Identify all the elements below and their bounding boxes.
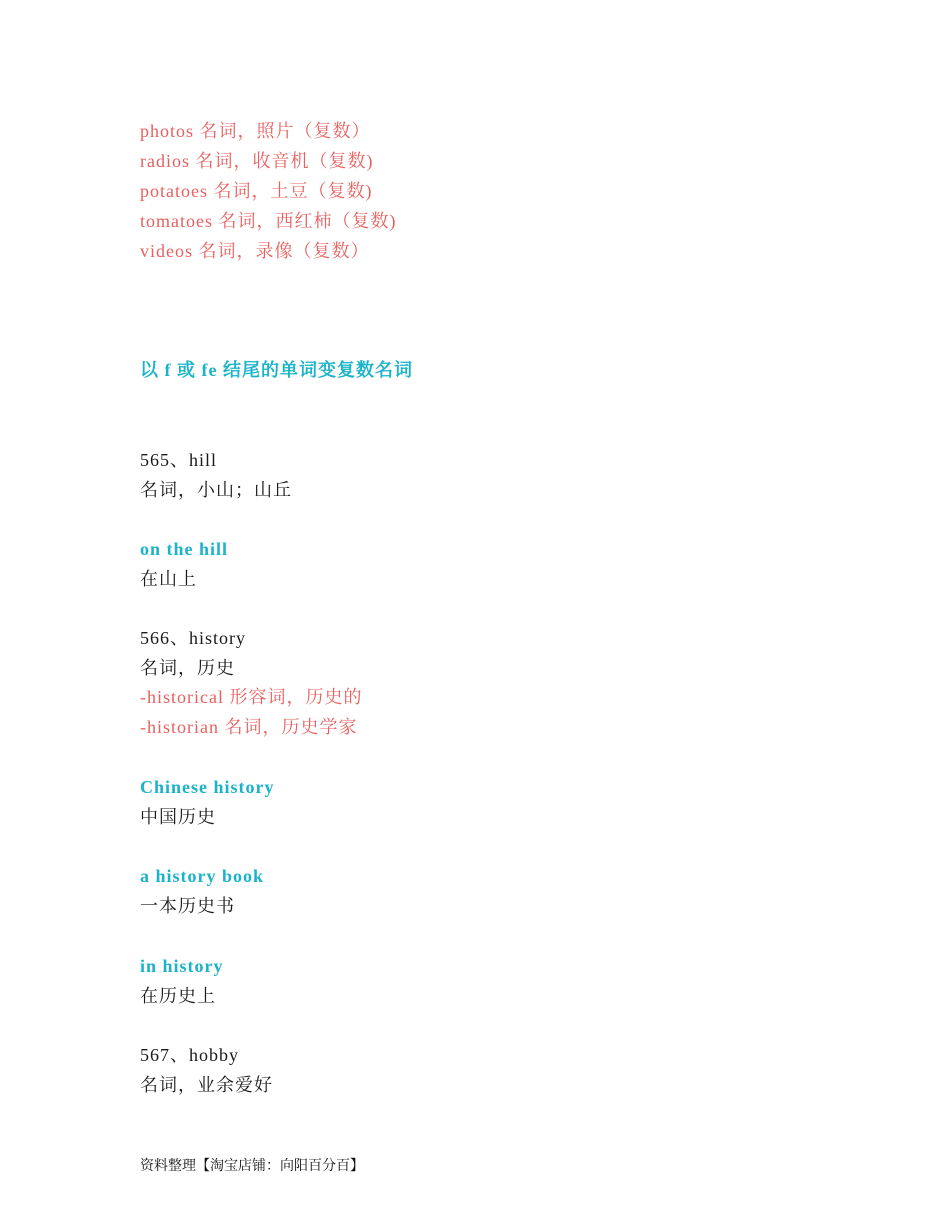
- plural-example-videos: videos 名词，录像（复数）: [140, 241, 370, 261]
- entry-565-phrase-meaning: 在山上: [140, 569, 197, 589]
- entry-566-phrase-history-book: a history book: [140, 866, 265, 886]
- entry-566-derivative-historical: -historical 形容词，历史的: [140, 687, 363, 707]
- entry-566-word: 566、history: [140, 628, 247, 648]
- entry-565-definition: 名词，小山；山丘: [140, 480, 292, 500]
- entry-567-word: 567、hobby: [140, 1045, 239, 1065]
- entry-565-word: 565、hill: [140, 450, 218, 470]
- entry-566-phrase-in-history: in history: [140, 956, 224, 976]
- plural-example-tomatoes: tomatoes 名词，西红柿（复数): [140, 211, 397, 231]
- entry-566-phrase-chinese-history-meaning: 中国历史: [140, 807, 216, 827]
- plural-example-radios: radios 名词，收音机（复数): [140, 151, 374, 171]
- entry-567-definition: 名词，业余爱好: [140, 1075, 273, 1095]
- entry-566-phrase-in-history-meaning: 在历史上: [140, 986, 216, 1006]
- plural-example-photos: photos 名词，照片（复数）: [140, 121, 371, 141]
- entry-566-phrase-chinese-history: Chinese history: [140, 777, 275, 797]
- entry-566-definition: 名词，历史: [140, 658, 235, 678]
- plural-example-potatoes: potatoes 名词，土豆（复数): [140, 181, 373, 201]
- page-footer: 资料整理【淘宝店铺：向阳百分百】: [140, 1158, 364, 1174]
- section-heading: 以 f 或 fe 结尾的单词变复数名词: [140, 360, 413, 380]
- entry-566-phrase-history-book-meaning: 一本历史书: [140, 896, 235, 916]
- entry-565-phrase: on the hill: [140, 539, 229, 559]
- entry-566-derivative-historian: -historian 名词，历史学家: [140, 717, 358, 737]
